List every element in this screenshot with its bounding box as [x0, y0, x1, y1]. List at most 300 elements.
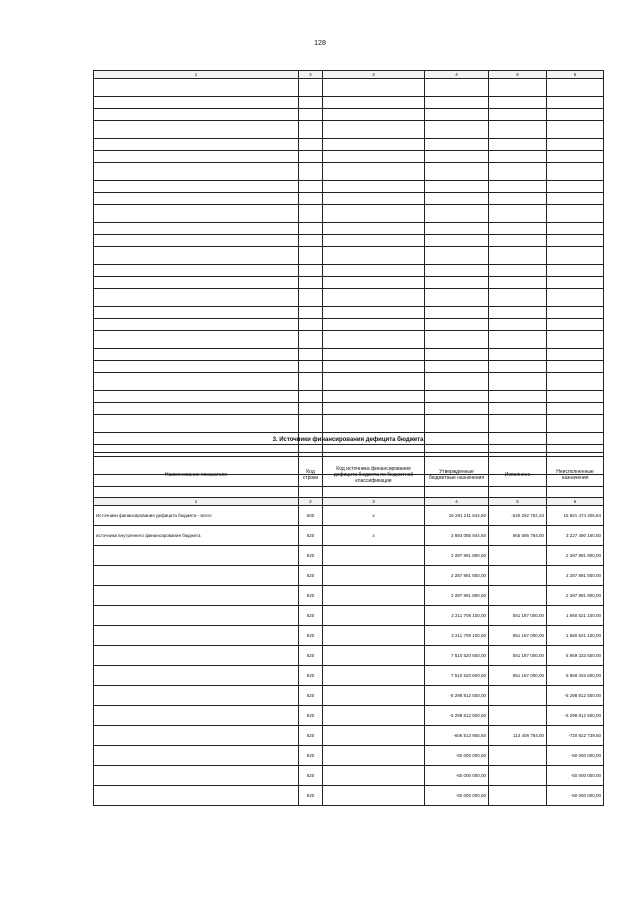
table-cell: [323, 319, 425, 331]
table-cell: 520: [299, 746, 323, 766]
table-cell: [299, 289, 323, 307]
table-body: [94, 79, 604, 499]
table-cell: [547, 415, 604, 433]
table-cell: 3 227 490 160,50: [547, 526, 604, 546]
table-row: [94, 247, 604, 265]
table-cell: [299, 109, 323, 121]
table-cell: [299, 415, 323, 433]
table-row: [94, 586, 604, 606]
table-cell: [425, 277, 489, 289]
table-cell: -540 262 762,34: [489, 506, 547, 526]
table-cell: 520: [299, 546, 323, 566]
table-row: [94, 626, 604, 646]
table-cell: [299, 247, 323, 265]
table-cell: [94, 391, 299, 403]
table-cell: х: [323, 506, 425, 526]
page-number: 128: [314, 40, 326, 47]
table-cell: [489, 403, 547, 415]
table-cell: [323, 223, 425, 235]
table-cell: [547, 193, 604, 205]
table-row: [94, 121, 604, 139]
table-cell: [489, 686, 547, 706]
table-cell: [547, 361, 604, 373]
table-cell: [323, 415, 425, 433]
table-cell: [299, 349, 323, 361]
column-number: 4: [425, 498, 489, 506]
table-row: [94, 526, 604, 546]
column-number: 3: [323, 71, 425, 79]
table-row: [94, 307, 604, 319]
table-cell: 2 287 891 800,00: [547, 566, 604, 586]
table-row: [94, 726, 604, 746]
table-cell: [323, 746, 425, 766]
table-cell: [94, 546, 299, 566]
table-cell: [547, 235, 604, 247]
table-cell: 665 595 784,00: [489, 526, 547, 546]
table-cell: [323, 235, 425, 247]
table-cell: [94, 746, 299, 766]
table-cell: 520: [299, 646, 323, 666]
table-cell: [547, 319, 604, 331]
table-cell: [323, 566, 425, 586]
table-cell: [94, 181, 299, 193]
table-cell: [94, 349, 299, 361]
table-cell: 551 187 000,00: [489, 606, 547, 626]
table-row: [94, 349, 604, 361]
table-cell: [94, 163, 299, 181]
table-row: [94, 79, 604, 97]
table-cell: [323, 139, 425, 151]
table-cell: [94, 79, 299, 97]
table-cell: [299, 181, 323, 193]
table-cell: -50 000 000,00: [547, 766, 604, 786]
table-cell: [299, 121, 323, 139]
table-cell: [547, 403, 604, 415]
column-number-row: [94, 71, 604, 79]
column-number: 6: [547, 71, 604, 79]
table-row: [94, 265, 604, 277]
deficit-financing-table: [93, 452, 604, 806]
table-row: [94, 181, 604, 193]
table-cell: [94, 277, 299, 289]
table-cell: [489, 706, 547, 726]
table-cell: [323, 586, 425, 606]
table-cell: [94, 235, 299, 247]
table-cell: 551 187 000,00: [489, 626, 547, 646]
table-cell: [299, 163, 323, 181]
table-cell: [94, 109, 299, 121]
table-row: [94, 566, 604, 586]
table-cell: [489, 391, 547, 403]
table-cell: [299, 97, 323, 109]
table-cell: [323, 109, 425, 121]
table-cell: [323, 403, 425, 415]
table-cell: [299, 307, 323, 319]
table-cell: 3 893 085 944,50: [425, 526, 489, 546]
table-cell: [299, 223, 323, 235]
table-cell: [489, 361, 547, 373]
column-number: 1: [94, 498, 299, 506]
table-cell: [299, 193, 323, 205]
table-cell: [425, 391, 489, 403]
table-cell: [299, 205, 323, 223]
table-cell: [323, 289, 425, 307]
table-cell: [547, 121, 604, 139]
table-cell: [299, 391, 323, 403]
table-cell: [425, 235, 489, 247]
table-cell: [425, 247, 489, 265]
table-cell: [299, 235, 323, 247]
table-cell: [94, 247, 299, 265]
table-cell: [425, 403, 489, 415]
table-cell: 2 287 891 800,00: [547, 586, 604, 606]
table-cell: [547, 205, 604, 223]
table-cell: [94, 586, 299, 606]
table-row: [94, 151, 604, 163]
table-row: [94, 97, 604, 109]
table-cell: [489, 786, 547, 806]
table-cell: 2 211 708 100,00: [425, 626, 489, 646]
table-cell: -606 513 955,50: [425, 726, 489, 746]
section-title: 3. Источники финансирования дефицита бюджета: [272, 437, 424, 443]
table-cell: [547, 289, 604, 307]
table-row: [94, 361, 604, 373]
table-row: [94, 666, 604, 686]
table-cell: [323, 546, 425, 566]
table-cell: [94, 373, 299, 391]
table-cell: [94, 319, 299, 331]
table-cell: [425, 193, 489, 205]
table-row: [94, 606, 604, 626]
table-row: [94, 235, 604, 247]
table-cell: 15 821 474 406,84: [547, 506, 604, 526]
table-row: [94, 686, 604, 706]
table-row: [94, 163, 604, 181]
table-cell: [489, 163, 547, 181]
table-cell: [323, 606, 425, 626]
table-cell: источники внутреннего финансирования бюджета: [94, 526, 299, 546]
table-cell: Источники финансирования дефицита бюджета - всего: [94, 506, 299, 526]
table-cell: [299, 277, 323, 289]
table-cell: [425, 289, 489, 307]
table-cell: [489, 235, 547, 247]
table-cell: [425, 121, 489, 139]
table-cell: 500: [299, 506, 323, 526]
column-number: 4: [425, 71, 489, 79]
table-cell: 6 959 333 600,00: [547, 666, 604, 686]
table-cell: [489, 546, 547, 566]
table-cell: 551 187 000,00: [489, 646, 547, 666]
table-cell: 15 281 211 644,50: [425, 506, 489, 526]
table-cell: [299, 361, 323, 373]
column-header: Код источника финансирования дефицита бюджета по бюджетной классификации: [323, 453, 425, 498]
column-header: Код строки: [299, 453, 323, 498]
table-cell: 6 959 333 600,00: [547, 646, 604, 666]
column-header: Наименование показателя: [94, 453, 299, 498]
table-cell: [489, 566, 547, 586]
table-cell: 1 660 521 100,00: [547, 626, 604, 646]
table-row: [94, 646, 604, 666]
table-cell: 520: [299, 586, 323, 606]
table-cell: [547, 373, 604, 391]
table-cell: [425, 415, 489, 433]
table-cell: [425, 307, 489, 319]
table-cell: [323, 307, 425, 319]
table-cell: 520: [299, 566, 323, 586]
table-cell: [489, 319, 547, 331]
table-row: [94, 193, 604, 205]
table-cell: [94, 121, 299, 139]
table-row: [94, 506, 604, 526]
table-cell: -50 000 000,00: [547, 746, 604, 766]
header-row: [94, 453, 604, 498]
table-cell: [425, 205, 489, 223]
table-cell: [323, 121, 425, 139]
table-cell: [547, 79, 604, 97]
column-header: Исполнено: [489, 453, 547, 498]
table-row: [94, 786, 604, 806]
table-cell: -5 298 812 500,00: [425, 706, 489, 726]
table-cell: [547, 277, 604, 289]
table-cell: 520: [299, 626, 323, 646]
table-cell: 520: [299, 606, 323, 626]
table-cell: [323, 205, 425, 223]
table-cell: 114 408 784,00: [489, 726, 547, 746]
table-cell: [94, 139, 299, 151]
table-cell: [547, 109, 604, 121]
table-cell: [489, 247, 547, 265]
table-cell: [94, 786, 299, 806]
table-cell: [323, 786, 425, 806]
table-cell: [323, 97, 425, 109]
table-cell: [94, 606, 299, 626]
column-number: 6: [547, 498, 604, 506]
table-cell: [425, 373, 489, 391]
table-cell: 520: [299, 706, 323, 726]
table-cell: -50 000 000,00: [425, 786, 489, 806]
table-cell: [489, 139, 547, 151]
table-cell: [94, 223, 299, 235]
table-cell: [489, 265, 547, 277]
table-cell: [489, 151, 547, 163]
table-row: [94, 109, 604, 121]
table-cell: [323, 151, 425, 163]
column-header: Неисполненные назначения: [547, 453, 604, 498]
table-cell: 520: [299, 526, 323, 546]
table-cell: [489, 331, 547, 349]
table-cell: [547, 163, 604, 181]
table-cell: [547, 331, 604, 349]
table-cell: [94, 403, 299, 415]
table-cell: [323, 726, 425, 746]
table-cell: -5 298 812 500,00: [547, 686, 604, 706]
table-cell: [425, 97, 489, 109]
table-cell: [323, 193, 425, 205]
table-cell: -50 000 000,00: [425, 766, 489, 786]
table-row: [94, 746, 604, 766]
table-cell: [547, 391, 604, 403]
table-cell: 2 287 891 800,00: [425, 586, 489, 606]
table-cell: [425, 265, 489, 277]
table-cell: 1 660 521 100,00: [547, 606, 604, 626]
table-cell: [299, 151, 323, 163]
table-cell: [489, 766, 547, 786]
table-cell: [323, 391, 425, 403]
column-number-row: [94, 498, 604, 506]
column-number: 5: [489, 71, 547, 79]
table-cell: [94, 766, 299, 786]
table-row: [94, 319, 604, 331]
table-cell: [94, 361, 299, 373]
table-cell: [547, 265, 604, 277]
table-cell: [94, 646, 299, 666]
table-row: [94, 139, 604, 151]
table-cell: [94, 331, 299, 349]
table-cell: [323, 666, 425, 686]
table-cell: [299, 265, 323, 277]
table-row: [94, 373, 604, 391]
table-cell: [489, 97, 547, 109]
table-cell: [489, 373, 547, 391]
table-cell: [547, 307, 604, 319]
table-cell: [94, 415, 299, 433]
table-cell: 520: [299, 666, 323, 686]
table-cell: [489, 181, 547, 193]
table-cell: -50 000 000,00: [547, 786, 604, 806]
table-row: [94, 205, 604, 223]
table-row: [94, 391, 604, 403]
table-cell: [547, 349, 604, 361]
table-cell: 2 287 891 800,00: [425, 566, 489, 586]
table-cell: [489, 205, 547, 223]
table-cell: [94, 686, 299, 706]
table-row: [94, 289, 604, 307]
table-row: [94, 223, 604, 235]
table-row: [94, 766, 604, 786]
table-cell: 520: [299, 686, 323, 706]
table-row: [94, 415, 604, 433]
table-row: [94, 546, 604, 566]
table-cell: [323, 331, 425, 349]
table-cell: [489, 121, 547, 139]
table-cell: [489, 415, 547, 433]
table-cell: [323, 181, 425, 193]
table-cell: [94, 205, 299, 223]
budget-table: [93, 70, 604, 499]
table-cell: [489, 289, 547, 307]
table-cell: 2 211 708 100,00: [425, 606, 489, 626]
table-cell: [94, 97, 299, 109]
table-cell: 520: [299, 726, 323, 746]
table-cell: [547, 181, 604, 193]
table-cell: [547, 223, 604, 235]
column-header: Утвержденные бюджетные назначения: [425, 453, 489, 498]
table-cell: 2 287 891 800,00: [547, 546, 604, 566]
column-number: 2: [299, 71, 323, 79]
table-cell: [489, 349, 547, 361]
table-cell: [489, 223, 547, 235]
table-cell: [299, 79, 323, 97]
table-cell: -720 922 739,50: [547, 726, 604, 746]
table-cell: [94, 666, 299, 686]
table-cell: [299, 139, 323, 151]
table-cell: [299, 331, 323, 349]
table-body: [94, 506, 604, 806]
table-cell: -5 298 812 500,00: [547, 706, 604, 726]
table-cell: [323, 626, 425, 646]
table-cell: [425, 109, 489, 121]
table-cell: [323, 686, 425, 706]
table-row: [94, 403, 604, 415]
table-cell: [94, 289, 299, 307]
table-row: [94, 277, 604, 289]
table-cell: 2 287 891 800,00: [425, 546, 489, 566]
table-cell: [547, 247, 604, 265]
table-cell: [425, 331, 489, 349]
table-cell: -5 298 812 500,00: [425, 686, 489, 706]
table-cell: [425, 151, 489, 163]
table-cell: [425, 163, 489, 181]
table-cell: [323, 163, 425, 181]
table-cell: [323, 706, 425, 726]
table-cell: [323, 646, 425, 666]
table-row: [94, 331, 604, 349]
table-cell: [299, 319, 323, 331]
table-cell: [425, 79, 489, 97]
table-cell: [323, 766, 425, 786]
table-cell: [425, 349, 489, 361]
table-cell: [489, 79, 547, 97]
table-cell: [425, 223, 489, 235]
table-cell: 520: [299, 786, 323, 806]
table-row: [94, 706, 604, 726]
table-cell: [323, 79, 425, 97]
table-cell: [547, 151, 604, 163]
table-cell: [425, 139, 489, 151]
table-cell: 7 510 520 600,00: [425, 646, 489, 666]
table-cell: [489, 109, 547, 121]
table-cell: [489, 307, 547, 319]
table-cell: [94, 706, 299, 726]
column-number: 5: [489, 498, 547, 506]
table-cell: х: [323, 526, 425, 546]
table-cell: [323, 361, 425, 373]
column-number: 1: [94, 71, 299, 79]
table-cell: [94, 566, 299, 586]
table-cell: 7 510 520 600,00: [425, 666, 489, 686]
table-cell: -50 000 000,00: [425, 746, 489, 766]
table-cell: [425, 319, 489, 331]
table-cell: [489, 746, 547, 766]
table-cell: [547, 139, 604, 151]
table-cell: [94, 193, 299, 205]
table-cell: [323, 277, 425, 289]
table-cell: [94, 307, 299, 319]
table-cell: [94, 726, 299, 746]
table-cell: [489, 193, 547, 205]
table-cell: [323, 247, 425, 265]
table-cell: [323, 349, 425, 361]
table-cell: 551 187 000,00: [489, 666, 547, 686]
table-cell: [94, 265, 299, 277]
table-cell: [323, 373, 425, 391]
table-cell: [94, 151, 299, 163]
table-cell: [425, 361, 489, 373]
table-cell: [489, 586, 547, 606]
table-cell: [489, 277, 547, 289]
table-cell: [323, 265, 425, 277]
table-cell: [299, 403, 323, 415]
